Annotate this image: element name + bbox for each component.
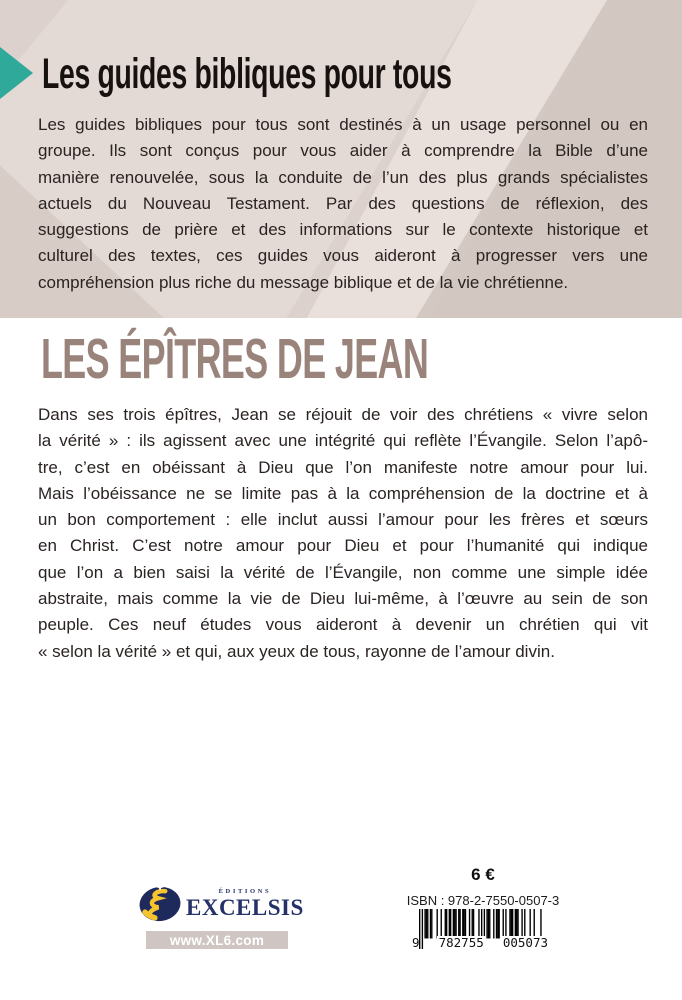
barcode-digit-group: 005073 <box>502 935 548 950</box>
text-line: tre, c’est en obéissant à Dieu que l’on manifeste notre amour pour lui. <box>38 457 648 477</box>
globe-road-icon <box>138 882 182 924</box>
price-label: 6 € <box>471 865 495 884</box>
text-line: Mais l’obéissance ne se limite pas à la compréhension de la doctrine et à <box>38 483 648 503</box>
barcode-digit-group: 782755 <box>438 935 484 950</box>
intro-paragraph <box>38 112 648 296</box>
editions-label: ÉDITIONS <box>218 887 272 895</box>
text-line: « selon la vérité » et qui, aux yeux de tous, rayonne de l’amour divin. <box>38 641 555 661</box>
publisher-name: EXCELSIS <box>186 894 304 920</box>
series-title: Les guides bibliques pour tous <box>42 50 452 98</box>
book-title: LES ÉPÎTRES DE JEAN <box>41 327 429 391</box>
text-line: peuple. Ces neuf études vous aideront à devenir un chrétien qui vit <box>38 615 648 635</box>
text-line: compréhension plus riche du message biblique et de la vie chrétienne. <box>38 272 569 292</box>
description-paragraph <box>38 402 648 665</box>
barcode-digits <box>410 936 550 950</box>
text-line: actuels du Nouveau Testament. Par des questions de réflexion, des <box>38 193 648 213</box>
text-line: un bon comportement : elle inclut aussi l’amour pour les frères et sœurs <box>38 510 648 530</box>
publisher-website <box>146 931 288 949</box>
barcode-digit-group: 9 <box>412 935 420 950</box>
text-line: que l’on a bien saisi la vérité de l’Évangile, non comme une simple idée <box>38 562 648 582</box>
text-line: suggestions de prière et des informations sur le contexte historique et <box>38 220 648 240</box>
text-line: manière renouvelée, sous la conduite de l’un des plus grands spécialistes <box>38 167 648 187</box>
text-line: en Christ. C’est notre amour pour Dieu et pour l’humanité qui indique <box>38 536 648 556</box>
text-line: culturel des textes, ces guides vous aideront à progresser vers une <box>38 246 648 266</box>
text-line: Dans ses trois épîtres, Jean se réjouit de voir des chrétiens « vivre selon <box>38 405 648 424</box>
text-line: la vérité » : ils agissent avec une intégrité qui reflète l’Évangile. Selon l’apô- <box>38 431 648 451</box>
text-line: groupe. Ils sont conçus pour vous aider à comprendre la Bible d’une <box>38 141 648 161</box>
website-label: www.XL6.com <box>169 932 265 948</box>
ean13-barcode <box>412 909 548 955</box>
isbn-label: ISBN : 978-2-7550-0507-3 <box>406 893 560 908</box>
text-line: abstraite, mais comme la vie de Dieu lui-même, à l’œuvre au sein de son <box>38 589 648 609</box>
publisher-block <box>138 882 304 924</box>
text-line: Les guides bibliques pour tous sont destinés à un usage personnel ou en <box>38 115 648 134</box>
